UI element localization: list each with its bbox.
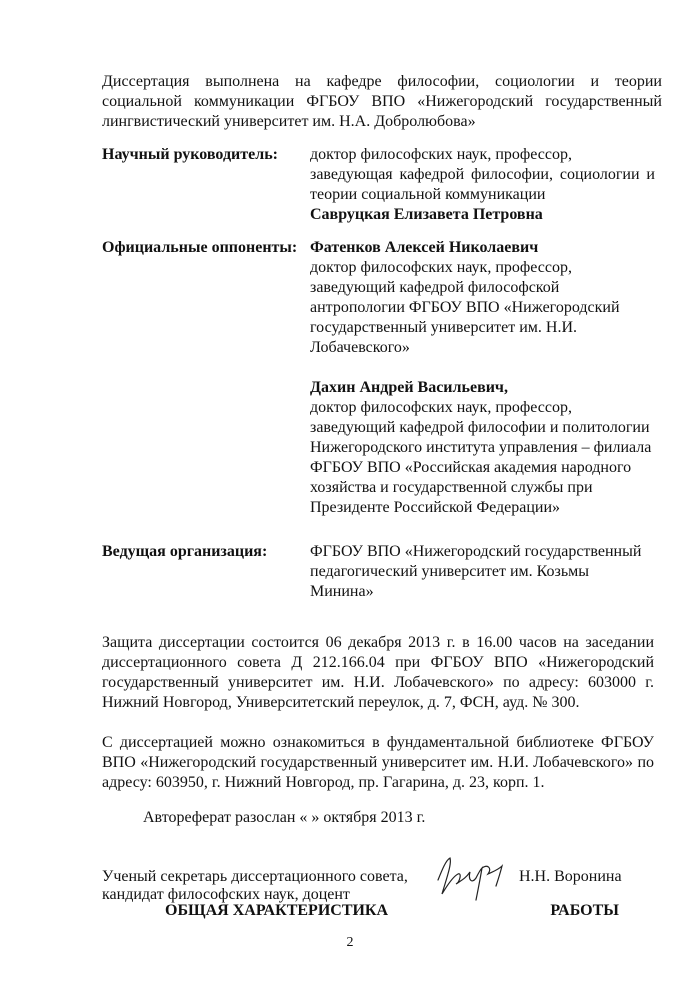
section-heading (165, 901, 619, 921)
heading-left: ОБЩАЯ ХАРАКТЕРИСТИКА (165, 902, 389, 919)
supervisor-name: Савруцкая Елизавета Петровна (310, 206, 543, 223)
opponent-1-desc: доктор философских наук, профессор, заведующий кафедрой философской антропологии ФГБОУ ВПО «Нижегородский государственный университет им. Н.И. Лобачевского» (310, 259, 620, 356)
heading-right: РАБОТЫ (550, 902, 619, 919)
lead-org-label: Ведущая организация: (102, 543, 268, 560)
sent-date-line: Автореферат разослан « » октября 2013 г. (143, 809, 426, 826)
supervisor-info (310, 145, 655, 225)
opponents-list (310, 238, 655, 518)
defense-paragraph: Защита диссертации состоится 06 декабря 2013 г. в 16.00 часов на заседании диссертационного совета Д 212.166.04 при ФГБОУ ВПО «Нижегородский государственный университет им. Н.И. Лобачевского» по адресу: 603000 г. Нижний Новгород, Университетский переулок, д. 7, ФСН, ауд. № 300. (102, 634, 654, 711)
signature-image (432, 850, 512, 905)
opponent-2-name: Дахин Андрей Васильевич, (310, 379, 508, 396)
supervisor-section (102, 145, 662, 225)
lead-org-section (102, 542, 662, 602)
library-paragraph: С диссертацией можно ознакомиться в фундаментальной библиотеке ФГБОУ ВПО «Нижегородский государственный университет им. Н.И. Лобачевского» по адресу: 603950, г. Нижний Новгород, пр. Гагарина, д. 23, корп. 1. (102, 734, 654, 791)
supervisor-label: Научный руководитель: (102, 146, 278, 163)
secretary-title-line1: Ученый секретарь диссертационного совета, (102, 868, 408, 885)
supervisor-position: заведующая кафедрой философии, социологии и теории социальной коммуникации (310, 166, 655, 203)
opponents-section (102, 238, 662, 523)
opponent-2-desc: доктор философских наук, профессор, заведующий кафедрой философии и политологии Нижегородского института управления – филиала ФГБОУ ВПО «Российская академия народного хозяйства и государственной службы при Президенте Российской Федерации» (310, 399, 652, 516)
intro-paragraph: Диссертация выполнена на кафедре философии, социологии и теории социальной коммуникации ФГБОУ ВПО «Нижегородский государственный лингвистический университет им. Н.А. Добролюбова» (102, 73, 662, 130)
supervisor-degree: доктор философских наук, профессор, (310, 146, 572, 163)
secretary-title-line2: кандидат философских наук, доцент (102, 886, 350, 903)
opponents-label: Официальные оппоненты: (102, 239, 298, 256)
secretary-name: Н.Н. Воронина (519, 868, 622, 885)
opponent-1-name: Фатенков Алексей Николаевич (310, 239, 539, 256)
page-number: 2 (346, 935, 354, 950)
secretary-title (102, 868, 408, 904)
lead-org-text: ФГБОУ ВПО «Нижегородский государственный педагогический университет им. Козьмы Минина» (310, 543, 642, 600)
